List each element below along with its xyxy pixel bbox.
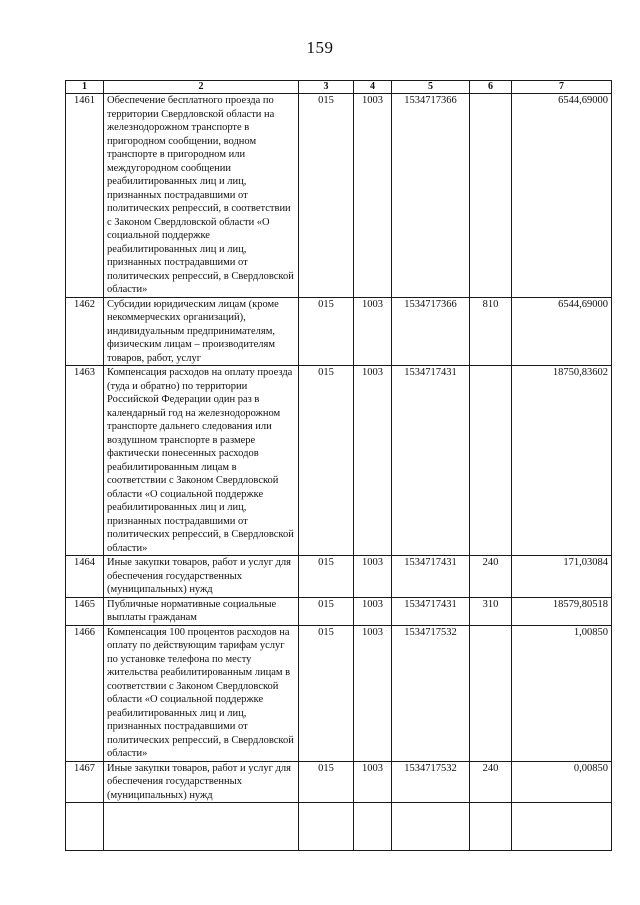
- ministry-code: 015: [299, 761, 354, 803]
- ministry-code: 015: [299, 366, 354, 556]
- empty-cell: [354, 803, 392, 851]
- expense-type-code: 240: [470, 761, 512, 803]
- row-description: Иные закупки товаров, работ и услуг для обеспечения государственных (муниципальных) нужд: [104, 556, 299, 598]
- table-row: [66, 597, 612, 625]
- section-code: 1003: [354, 297, 392, 366]
- expense-type-code: [470, 94, 512, 298]
- header-row: [66, 81, 612, 94]
- table-row: [66, 94, 612, 298]
- section-code: 1003: [354, 597, 392, 625]
- amount: 171,03084: [512, 556, 612, 598]
- amount: 1,00850: [512, 625, 612, 761]
- row-number: 1464: [66, 556, 104, 598]
- target-article-code: 1534717532: [392, 625, 470, 761]
- header-col-5: 5: [392, 81, 470, 94]
- table-row: [66, 297, 612, 366]
- ministry-code: 015: [299, 297, 354, 366]
- ministry-code: 015: [299, 625, 354, 761]
- row-number: 1463: [66, 366, 104, 556]
- row-description: Компенсация 100 процентов расходов на оплату по действующим тарифам услуг по установке телефона по месту жительства реабилитированным лицам в соответствии с Законом Свердловской области «О социальной поддержке реабилитированных лиц и лиц, признанных пострадавшими от политических репрессий, в Свердловской области»: [104, 625, 299, 761]
- empty-cell: [66, 803, 104, 851]
- row-description: Компенсация расходов на оплату проезда (туда и обратно) по территории Российской Федерации один раз в календарный год на железнодорожном транспорте дальнего следования или воздушном транспорте в размере фактически понесенных расходов реабилитированным лицам в соответствии с Законом Свердловской области «О социальной поддержке реабилитированных лиц и лиц, признанных пострадавшими от политических репрессий, в Свердловской области»: [104, 366, 299, 556]
- expense-type-code: [470, 366, 512, 556]
- header-col-3: 3: [299, 81, 354, 94]
- empty-cell: [392, 803, 470, 851]
- empty-cell: [299, 803, 354, 851]
- section-code: 1003: [354, 94, 392, 298]
- row-number: 1465: [66, 597, 104, 625]
- target-article-code: 1534717431: [392, 366, 470, 556]
- page-number: 159: [306, 38, 334, 57]
- section-code: 1003: [354, 761, 392, 803]
- amount: 6544,69000: [512, 297, 612, 366]
- header-col-2: 2: [104, 81, 299, 94]
- header-col-1: 1: [66, 81, 104, 94]
- empty-cell: [512, 803, 612, 851]
- expense-type-code: 310: [470, 597, 512, 625]
- empty-cell: [470, 803, 512, 851]
- row-description: Субсидии юридическим лицам (кроме некоммерческих организаций), индивидуальным предпринимателям, физическим лицам – производителям товаров, работ, услуг: [104, 297, 299, 366]
- budget-table: [65, 80, 612, 851]
- header-col-4: 4: [354, 81, 392, 94]
- table-row: [66, 366, 612, 556]
- section-code: 1003: [354, 556, 392, 598]
- ministry-code: 015: [299, 597, 354, 625]
- table-row: [66, 556, 612, 598]
- ministry-code: 015: [299, 94, 354, 298]
- target-article-code: 1534717366: [392, 94, 470, 298]
- table-row: [66, 625, 612, 761]
- section-code: 1003: [354, 625, 392, 761]
- amount: 18579,80518: [512, 597, 612, 625]
- section-code: 1003: [354, 366, 392, 556]
- table-row: [66, 761, 612, 803]
- row-description: Публичные нормативные социальные выплаты гражданам: [104, 597, 299, 625]
- row-number: 1462: [66, 297, 104, 366]
- expense-type-code: 810: [470, 297, 512, 366]
- expense-type-code: [470, 625, 512, 761]
- amount: 6544,69000: [512, 94, 612, 298]
- row-number: 1466: [66, 625, 104, 761]
- row-number: 1467: [66, 761, 104, 803]
- empty-row: [66, 803, 612, 851]
- target-article-code: 1534717366: [392, 297, 470, 366]
- expense-type-code: 240: [470, 556, 512, 598]
- empty-cell: [104, 803, 299, 851]
- row-description: Иные закупки товаров, работ и услуг для обеспечения государственных (муниципальных) нужд: [104, 761, 299, 803]
- ministry-code: 015: [299, 556, 354, 598]
- target-article-code: 1534717431: [392, 597, 470, 625]
- header-col-6: 6: [470, 81, 512, 94]
- row-description: Обеспечение бесплатного проезда по территории Свердловской области на железнодорожном транспорте в пригородном сообщении, водном транспорте в пригородном или междугородном сообщении реабилитированных лиц и лиц, признанных пострадавшими от политических репрессий, в соответствии с Законом Свердловской области «О социальной поддержке реабилитированных лиц и лиц, признанных пострадавшими от политических репрессий, в Свердловской области»: [104, 94, 299, 298]
- target-article-code: 1534717532: [392, 761, 470, 803]
- amount: 18750,83602: [512, 366, 612, 556]
- target-article-code: 1534717431: [392, 556, 470, 598]
- row-number: 1461: [66, 94, 104, 298]
- amount: 0,00850: [512, 761, 612, 803]
- header-col-7: 7: [512, 81, 612, 94]
